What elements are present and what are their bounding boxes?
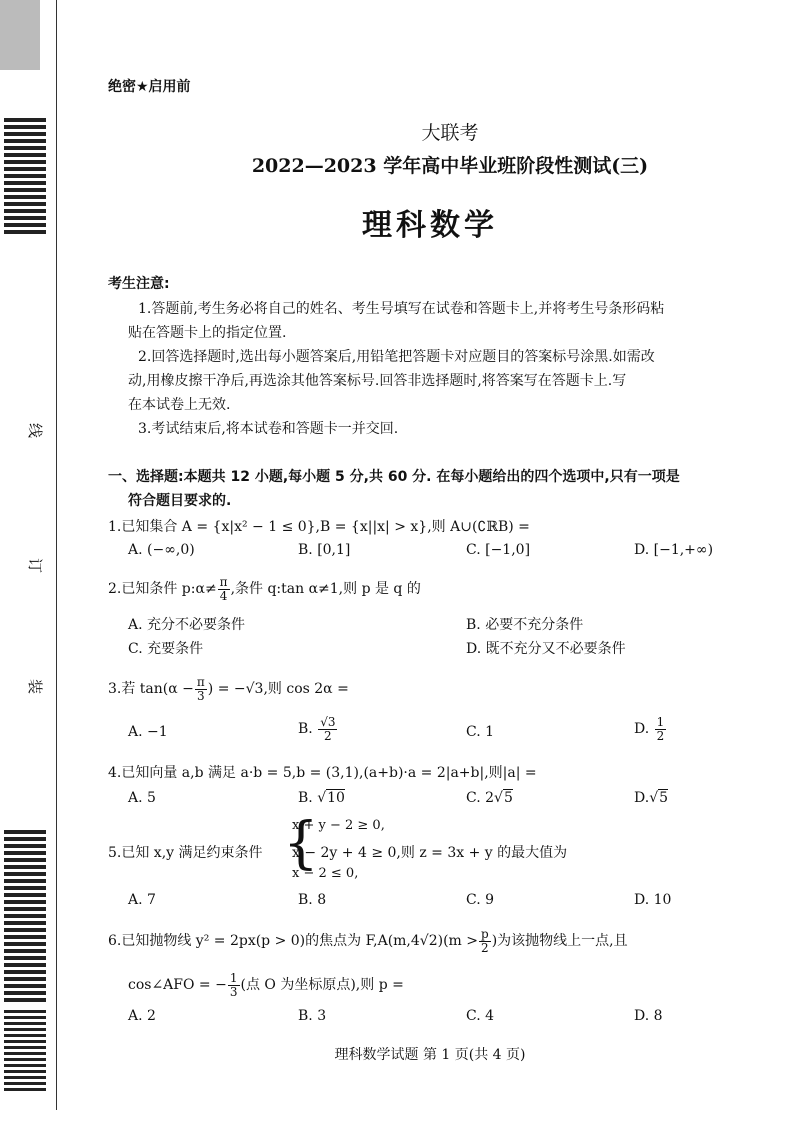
q3-option-d-den: 2 — [656, 728, 665, 743]
q3-option-d-label: D. — [634, 721, 650, 738]
barcode-stripe — [4, 1082, 46, 1085]
q2-option-a: A. 充分不必要条件 — [128, 617, 246, 633]
q1-option-b: B. [0,1] — [298, 542, 351, 558]
question-4-stem: 4.已知向量 a,b 满足 a·b = 5,b = (3,1),(a+b)·a = 2|a+b|,则|a| = — [108, 765, 537, 781]
barcode-stripe — [4, 837, 46, 841]
q3-option-b-label: B. — [298, 721, 313, 738]
question-3-stem — [108, 676, 349, 702]
notice-line: 3.考试结束后,将本试卷和答题卡一并交回. — [138, 421, 399, 437]
q3-option-b-fraction — [318, 716, 337, 742]
q3-option-d-fraction — [655, 716, 667, 742]
barcode-stripe — [4, 942, 46, 946]
notice-line: 2.回答选择题时,选出每小题答案后,用铅笔把答题卡对应题目的答案标号涂黑.如需改 — [138, 349, 655, 365]
notice-line: 1.答题前,考生务必将自己的姓名、考生号填写在试卷和答题卡上,并将考生号条形码粘 — [138, 301, 665, 317]
notice-heading: 考生注意: — [108, 276, 170, 292]
q3-option-b — [298, 716, 338, 742]
barcode-stripe — [4, 1016, 46, 1019]
barcode-stripe — [4, 865, 46, 869]
barcode-stripe — [4, 1028, 46, 1031]
q6-option-d: D. 8 — [634, 1008, 663, 1024]
barcode-stripe — [4, 1088, 46, 1091]
barcode-stripe — [4, 998, 46, 1002]
barcode-stripe — [4, 1070, 46, 1073]
q1-option-d: D. [−1,+∞) — [634, 542, 714, 558]
q3-option-d — [634, 716, 667, 742]
barcode-stripe — [4, 949, 46, 953]
section-heading: 一、选择题:本题共 12 小题,每小题 5 分,共 60 分. 在每小题给出的四个选项中,只有一项是 — [108, 469, 680, 485]
q6-line2-fraction — [228, 972, 240, 998]
barcode-stripe — [4, 146, 46, 150]
barcode-stripe — [4, 963, 46, 967]
barcode-stripe — [4, 914, 46, 918]
q3-stem-suffix: ) = −√3,则 cos 2α = — [207, 681, 349, 698]
q4-option-d: D.√5 — [634, 790, 669, 806]
q6-option-b: B. 3 — [298, 1008, 327, 1024]
q3-option-b-den: 2 — [324, 728, 332, 743]
q4-option-d-label: D. — [634, 790, 650, 806]
q6-cond-num: p — [481, 927, 489, 941]
q6-cond-prefix: (m > — [443, 933, 478, 950]
barcode-stripe — [4, 907, 46, 911]
q2-option-b: B. 必要不充分条件 — [466, 617, 584, 633]
q4-option-c: C. 2√5 — [466, 790, 513, 806]
q5-option-d: D. 10 — [634, 892, 672, 908]
barcode-stripe — [4, 1064, 46, 1067]
q4-option-b: B. √10 — [298, 790, 345, 806]
q6-stem-part1: 6.已知抛物线 y² = 2px(p > 0)的焦点为 F,A(m,4√2) — [108, 933, 444, 950]
q6-cond-fraction — [479, 928, 491, 954]
barcode-stripe — [4, 921, 46, 925]
q4-option-b-radicand: 10 — [327, 790, 345, 806]
brand-name: 大联考 — [421, 122, 479, 144]
barcode-stripe — [4, 879, 46, 883]
barcode-stripe — [4, 970, 46, 974]
q3-frac-num: π — [196, 675, 205, 689]
barcode-stripe — [4, 1022, 46, 1025]
barcode-stripe — [4, 872, 46, 876]
barcode-stripe — [4, 886, 46, 890]
constraint-brace: { — [283, 811, 319, 876]
barcode-stripe — [4, 181, 46, 185]
barcode-stripe — [4, 188, 46, 192]
barcode-stripe — [4, 1034, 46, 1037]
q3-option-d-num: 1 — [656, 715, 665, 729]
section-heading-cont: 符合题目要求的. — [128, 493, 232, 509]
barcode-stripe — [4, 195, 46, 199]
q1-option-c: C. [−1,0] — [466, 542, 531, 558]
question-6-stem — [108, 928, 628, 954]
barcode-stripe — [4, 844, 46, 848]
q4-option-a: A. 5 — [128, 790, 156, 806]
q5-option-b: B. 8 — [298, 892, 327, 908]
q5-constraint-2: x − 2y + 4 ≥ 0,则 z = 3x + y 的最大值为 — [292, 845, 568, 861]
barcode-stripe — [4, 1040, 46, 1043]
q4-option-c-label: C. 2 — [466, 790, 495, 806]
q2-option-c: C. 充要条件 — [128, 641, 204, 657]
q6-line2-den: 3 — [229, 984, 238, 999]
q5-option-a: A. 7 — [128, 892, 156, 908]
question-1-stem: 1.已知集合 A = {x|x² − 1 ≤ 0},B = {x||x| > x},则 A∪(∁ℝB) = — [108, 519, 530, 535]
q6-line2-prefix: cos∠AFO = − — [128, 977, 227, 994]
page-footer: 理科数学试题 第 1 页(共 4 页) — [334, 1047, 526, 1063]
notice-line: 动,用橡皮擦干净后,再选涂其他答案标号.回答非选择题时,将答案写在答题卡上.写 — [128, 373, 627, 389]
q2-frac-den: 4 — [219, 588, 228, 603]
q3-frac-den: 3 — [197, 688, 205, 703]
barcode-stripe — [4, 858, 46, 862]
barcode-stripe — [4, 977, 46, 981]
barcode-stripe — [4, 1010, 46, 1013]
q1-option-a: A. (−∞,0) — [128, 542, 195, 558]
q3-stem-prefix: 3.若 tan(α − — [108, 681, 194, 698]
q6-line2-num: 1 — [229, 971, 238, 985]
q6-option-a: A. 2 — [128, 1008, 156, 1024]
scan-smudge — [0, 0, 40, 70]
binding-label-xian: 线 — [26, 422, 45, 439]
q6-option-c: C. 4 — [466, 1008, 495, 1024]
q2-option-d: D. 既不充分又不必要条件 — [466, 641, 626, 657]
q6-cond-den: 2 — [481, 940, 489, 955]
q2-stem-prefix: 2.已知条件 p:α≠ — [108, 581, 217, 598]
q3-fraction — [195, 676, 207, 702]
barcode-stripe — [4, 893, 46, 897]
barcode-stripe — [4, 1076, 46, 1079]
q5-option-c: C. 9 — [466, 892, 495, 908]
barcode-stripe — [4, 830, 46, 834]
notice-line: 在本试卷上无效. — [128, 397, 231, 413]
confidential-mark: 绝密★启用前 — [108, 79, 191, 95]
barcode-stripe — [4, 900, 46, 904]
question-2-stem — [108, 576, 421, 602]
q2-frac-num: π — [219, 575, 228, 589]
q2-stem-suffix: ,条件 q:tan α≠1,则 p 是 q 的 — [230, 581, 421, 598]
barcode-stripe — [4, 935, 46, 939]
barcode-stripe — [4, 984, 46, 988]
q3-option-c: C. 1 — [466, 724, 495, 740]
barcode-stripe — [4, 991, 46, 995]
barcode-stripe — [4, 928, 46, 932]
q3-option-a: A. −1 — [128, 724, 168, 740]
question-5-stem: 5.已知 x,y 满足约束条件 — [108, 845, 263, 861]
question-6-stem-line2 — [128, 972, 404, 998]
page-title: 理科数学 — [362, 208, 498, 243]
q3-option-b-num: √3 — [320, 715, 336, 729]
barcode-stripe — [4, 851, 46, 855]
binding-label-zhuang: 装 — [26, 678, 45, 695]
q6-line2-suffix: (点 O 为坐标原点),则 p = — [240, 977, 404, 994]
exam-subtitle: 2022—2023 学年高中毕业班阶段性测试(三) — [251, 155, 649, 177]
q5-constraint-3: x − 2 ≤ 0, — [292, 866, 359, 881]
barcode-stripe — [4, 956, 46, 960]
q2-fraction — [218, 576, 230, 602]
binding-label-ding: 订 — [26, 557, 45, 574]
q4-option-b-label: B. — [298, 790, 313, 806]
q6-cond-suffix: )为该抛物线上一点,且 — [491, 933, 628, 950]
q4-option-c-radicand: 5 — [503, 790, 513, 806]
q5-constraint-1: x + y − 2 ≥ 0, — [292, 818, 385, 833]
notice-line: 贴在答题卡上的指定位置. — [128, 325, 287, 341]
q4-option-d-radicand: 5 — [659, 790, 669, 806]
